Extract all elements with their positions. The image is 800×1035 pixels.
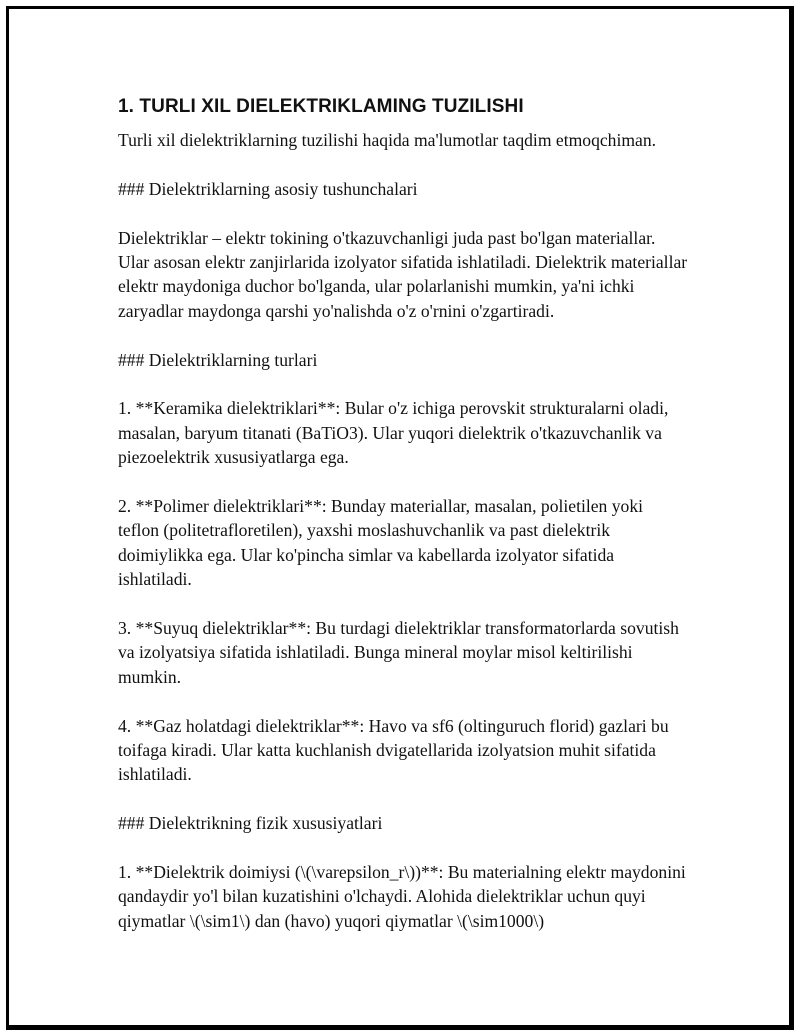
list-item-ceramic: 1. **Keramika dielektriklari**: Bular o'z ichiga perovskit strukturalarni oladi, masalan, baryum titanati (BaTiO3). Ular yuqori dielektrik o'tkazuvchanlik va piezoelektrik xususiyatlarga ega. [118, 398, 669, 468]
section-heading-physical-properties: ### Dielektrikning fizik xususiyatlari [118, 813, 383, 834]
document-title: 1. TURLI XIL DIELEKTRIKLAMING TUZILISHI [118, 96, 524, 117]
document-body [118, 94, 688, 958]
list-item-liquid: 3. **Suyuq dielektriklar**: Bu turdagi dielektriklar transformatorlarda sovutish va izolyatsiya sifatida ishlatiladi. Bunga mineral moylar misol keltirilishi mumkin. [118, 618, 679, 687]
section-heading-basic-concepts: ### Dielektriklarning asosiy tushunchalari [118, 178, 418, 199]
list-item-dielectric-constant: 1. **Dielektrik doimiysi (\(\varepsilon_r\))**: Bu materialning elektr maydonini qandaydir yo'l bilan kuzatishini o'lchaydi. Alohida dielektriklar uchun quyi qiymatlar \(\sim1\) dan (havo) yuqori qiymatlar \(\sim1000\) [118, 862, 686, 931]
list-item-gas: 4. **Gaz holatdagi dielektriklar**: Havo va sf6 (oltinguruch florid) gazlari bu toifaga kiradi. Ular katta kuchlanish dvigatellarida izolyatsion muhit sifatida ishlatiladi. [118, 715, 669, 785]
definition-paragraph: Dielektriklar – elektr tokining o'tkazuvchanligi juda past bo'lgan materiallar. Ular asosan elektr zanjirlarida izolyator sifatida ishlatiladi. Dielektrik materiallar elektr maydoniga duchor bo'lganda, ular polarlanishi mumkin, ya'ni ichki zaryadlar maydonga qarshi yo'nalishda o'z o'rnini o'zgartiradi. [118, 227, 688, 321]
section-heading-types: ### Dielektriklarning turlari [118, 349, 318, 370]
intro-paragraph: Turli xil dielektriklarning tuzilishi haqida ma'lumotlar taqdim etmoqchiman. [118, 130, 657, 150]
list-item-polymer: 2. **Polimer dielektriklari**: Bunday materiallar, masalan, polietilen yoki teflon (politetrafloretilen), yaxshi moslashuvchanlik va past dielektrik doimiylikka ega. Ular ko'pincha simlar va kabellarda izolyator sifatida ishlatiladi. [118, 496, 644, 590]
